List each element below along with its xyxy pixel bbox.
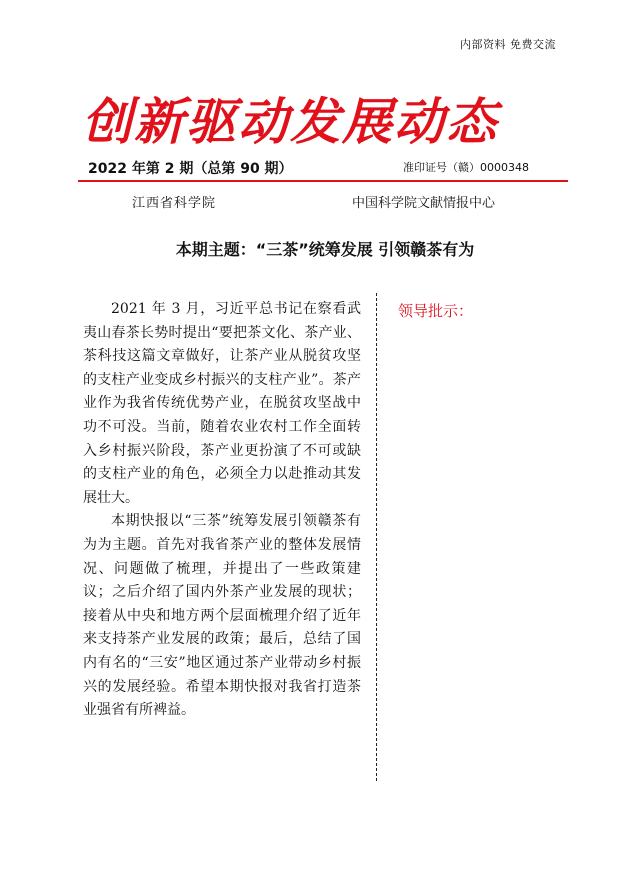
issue-theme: 本期主题：“三茶”统筹发展 引领赣茶有为 <box>175 240 475 259</box>
body-paragraph-2: 本期快报以“三茶”统筹发展引领赣茶有为为主题。首先对我省茶产业的整体发展情况、问题做了梳理，并提出了一些政策建议；之后介绍了国内外茶产业发展的现状；接着从中央和地方两个层面梳理介绍了近年来支持茶产业发展的政策；最后，总结了国内有名的“三安”地区通过茶产业带动乡村振兴的发展经验。希望本期快报对我省打造茶业强省有所裨益。 <box>83 513 361 719</box>
body-text <box>83 298 361 723</box>
org-right: 中国科学院文献情报中心 <box>352 196 496 211</box>
permit-number: 准印证号（赣）0000348 <box>403 161 529 174</box>
leader-comment-label: 领导批示： <box>398 302 474 320</box>
confidential-label: 内部资料 免费交流 <box>460 38 556 51</box>
publication-title: 创新驱动发展动态 <box>82 92 498 151</box>
column-divider <box>376 293 377 781</box>
header-divider-line <box>78 180 568 182</box>
body-paragraph-1: 2021 年 3 月，习近平总书记在察看武夷山春茶长势时提出“要把茶文化、茶产业、茶科技这篇文章做好，让茶产业从脱贫攻坚的支柱产业变成乡村振兴的支柱产业”。茶产业作为我省传统优势产业，在脱贫攻坚战中功不可没。当前，随着农业农村工作全面转入乡村振兴阶段，茶产业更扮演了不可或缺的支柱产业的角色，必须全力以赴推动其发展壮大。 <box>83 301 361 506</box>
issue-number: 2022 年第 2 期（总第 90 期） <box>88 161 293 177</box>
org-left: 江西省科学院 <box>132 196 217 211</box>
